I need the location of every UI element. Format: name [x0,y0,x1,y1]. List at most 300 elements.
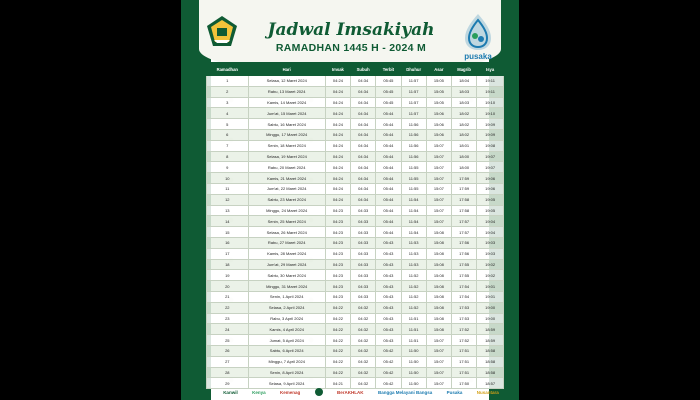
poster-title: Jadwal Imsakiyah [267,20,435,40]
table-cell: Senin, 1 April 2024 [248,291,325,302]
table-row [207,324,504,335]
table-cell: 04:32 [351,302,376,313]
table-cell: 19:10 [477,97,504,108]
table-cell: 15:06 [426,129,451,140]
table-cell: 11:52 [401,302,426,313]
table-cell: 15:07 [426,378,451,389]
table-cell: 19:03 [477,237,504,248]
table-cell: Kamis, 4 April 2024 [248,324,325,335]
table-cell: 19:05 [477,194,504,205]
table-cell: 19:07 [477,151,504,162]
table-row [207,183,504,194]
column-header: Terbit [376,63,401,76]
table-cell: 04:23 [325,205,350,216]
table-cell: 05:44 [376,119,401,130]
table-cell: 04:24 [325,173,350,184]
table-cell: Senin, 8 April 2024 [248,367,325,378]
table-cell: 11:56 [401,119,426,130]
table-cell: 23 [207,313,249,324]
table-cell: Selasa, 12 Maret 2024 [248,76,325,87]
table-cell: 05:42 [376,356,401,367]
table-cell: 15:07 [426,367,451,378]
table-row [207,205,504,216]
table-cell: 05:44 [376,173,401,184]
table-cell: Sabtu, 16 Maret 2024 [248,119,325,130]
table-cell: 05:45 [376,76,401,87]
table-row [207,335,504,346]
column-header: Dhuhur [401,63,426,76]
table-cell: 15:05 [426,97,451,108]
table-cell: 15:06 [426,119,451,130]
table-cell: 15:07 [426,345,451,356]
table-cell: 19:06 [477,183,504,194]
table-cell: 11:52 [401,281,426,292]
table-cell: 18:01 [451,140,476,151]
table-cell: 15:07 [426,173,451,184]
table-cell: 11:56 [401,140,426,151]
table-cell: 11:53 [401,237,426,248]
table-cell: Minggu, 31 Maret 2024 [248,281,325,292]
table-cell: 05:44 [376,108,401,119]
table-cell: 04:33 [351,291,376,302]
table-cell: 18:58 [477,345,504,356]
table-cell: 05:44 [376,216,401,227]
table-cell: 19:00 [477,302,504,313]
table-cell: 04:33 [351,237,376,248]
table-cell: 04:24 [325,162,350,173]
table-cell: 05:44 [376,162,401,173]
table-cell: 11:54 [401,194,426,205]
table-cell: 6 [207,129,249,140]
table-header-row [207,63,504,76]
table-cell: Rabu, 13 Maret 2024 [248,86,325,97]
table-cell: 25 [207,335,249,346]
table-cell: 11:54 [401,227,426,238]
table-cell: 05:44 [376,227,401,238]
footer-logos [216,384,506,400]
table-cell: 5 [207,119,249,130]
table-cell: 17:57 [451,227,476,238]
table-cell: Jum'at, 22 Maret 2024 [248,183,325,194]
table-cell: 04:32 [351,356,376,367]
table-cell: 05:44 [376,205,401,216]
table-cell: 04:24 [325,151,350,162]
table-cell: 19:04 [477,227,504,238]
table-cell: 05:45 [376,97,401,108]
table-cell: 04:24 [325,140,350,151]
table-row [207,76,504,87]
table-cell: 04:32 [351,335,376,346]
table-cell: 17:52 [451,324,476,335]
table-cell: 1 [207,76,249,87]
table-cell: Selasa, 26 Maret 2024 [248,227,325,238]
table-cell: 12 [207,194,249,205]
table-cell: Jumat, 5 April 2024 [248,335,325,346]
table-cell: 15:08 [426,237,451,248]
table-cell: 04:22 [325,324,350,335]
pusaka-logo-icon [463,12,493,52]
table-cell: 05:43 [376,248,401,259]
table-cell: 04:21 [325,378,350,389]
table-cell: 04:32 [351,324,376,335]
table-cell: 04:34 [351,76,376,87]
table-cell: 15:07 [426,183,451,194]
table-cell: Rabu, 3 April 2024 [248,313,325,324]
table-cell: 15:08 [426,313,451,324]
table-cell: 15:08 [426,302,451,313]
table-cell: 15:07 [426,151,451,162]
table-cell: 04:23 [325,216,350,227]
table-cell: 20 [207,281,249,292]
table-cell: 04:23 [325,248,350,259]
table-row [207,140,504,151]
table-row [207,151,504,162]
table-cell: 04:33 [351,281,376,292]
table-cell: 05:45 [376,86,401,97]
table-cell: 17:53 [451,313,476,324]
table-cell: 24 [207,324,249,335]
table-cell: 04:24 [325,108,350,119]
table-cell: 17:59 [451,173,476,184]
table-cell: 04:34 [351,173,376,184]
table-cell: 04:34 [351,183,376,194]
table-cell: 11:51 [401,324,426,335]
table-cell: 15:08 [426,259,451,270]
table-cell: 17:58 [451,194,476,205]
table-cell: 17:59 [451,183,476,194]
table-cell: 17:55 [451,270,476,281]
table-cell: 19:11 [477,86,504,97]
poster-subtitle: RAMADHAN 1445 H - 2024 M [275,42,427,54]
table-cell: 28 [207,367,249,378]
table-cell: 11:55 [401,173,426,184]
table-cell: Sabtu, 6 April 2024 [248,345,325,356]
table-cell: Rabu, 27 Maret 2024 [248,237,325,248]
table-cell: Senin, 25 Maret 2024 [248,216,325,227]
kemenag-logo [205,14,239,48]
table-cell: 2 [207,86,249,97]
table-cell: 05:43 [376,281,401,292]
table-cell: 11:56 [401,151,426,162]
table-cell: 04:34 [351,151,376,162]
table-row [207,108,504,119]
table-cell: 15:05 [426,86,451,97]
table-cell: 18:03 [451,97,476,108]
table-cell: 05:43 [376,324,401,335]
table-cell: 17 [207,248,249,259]
table-cell: 04:22 [325,345,350,356]
table-cell: 27 [207,356,249,367]
column-header: Subuh [351,63,376,76]
table-cell: 05:44 [376,129,401,140]
table-cell: 19:10 [477,108,504,119]
table-cell: 04:22 [325,356,350,367]
table-cell: 11:52 [401,291,426,302]
table-cell: Selasa, 9 April 2024 [248,378,325,389]
table-cell: 17:58 [451,205,476,216]
table-cell: 04:33 [351,259,376,270]
table-cell: 11:54 [401,205,426,216]
table-cell: 17:51 [451,345,476,356]
table-cell: Minggu, 17 Maret 2024 [248,129,325,140]
table-cell: 05:42 [376,367,401,378]
table-cell: Minggu, 24 Maret 2024 [248,205,325,216]
table-cell: 15:07 [426,194,451,205]
table-cell: 19:03 [477,248,504,259]
table-cell: 21 [207,291,249,302]
table-row [207,129,504,140]
table-cell: 11:50 [401,378,426,389]
table-cell: Jum'at, 29 Maret 2024 [248,259,325,270]
table-cell: 4 [207,108,249,119]
table-cell: 04:24 [325,194,350,205]
table-cell: 04:34 [351,194,376,205]
table-cell: 22 [207,302,249,313]
footer-logo: Bangga Melayani Bangsa [377,389,433,395]
table-cell: 18:03 [451,86,476,97]
table-cell: 17:53 [451,302,476,313]
table-cell: 19:02 [477,270,504,281]
table-cell: 04:34 [351,140,376,151]
table-cell: 11:50 [401,345,426,356]
table-cell: 19:11 [477,76,504,87]
table-cell: 13 [207,205,249,216]
table-cell: 17:56 [451,248,476,259]
column-header: Isya [477,63,504,76]
table-cell: 05:42 [376,345,401,356]
table-row [207,281,504,292]
table-cell: Sabtu, 30 Maret 2024 [248,270,325,281]
table-cell: Selasa, 19 Maret 2024 [248,151,325,162]
table-cell: 04:22 [325,302,350,313]
table-cell: 04:24 [325,119,350,130]
table-body [207,76,504,389]
table-cell: 11:55 [401,162,426,173]
table-cell: 11:50 [401,356,426,367]
table-cell: 04:24 [325,86,350,97]
table-cell: 04:24 [325,183,350,194]
table-cell: 05:43 [376,270,401,281]
table-cell: 05:43 [376,291,401,302]
table-cell: 3 [207,97,249,108]
table-cell: 17:56 [451,237,476,248]
table-cell: 19:06 [477,173,504,184]
table-cell: 17:50 [451,378,476,389]
table-cell: 11:52 [401,270,426,281]
table-cell: 05:43 [376,313,401,324]
table-cell: 11:55 [401,183,426,194]
table-cell: 17:51 [451,356,476,367]
table-row [207,259,504,270]
table-cell: 05:43 [376,335,401,346]
table-cell: 15:06 [426,108,451,119]
table-row [207,302,504,313]
table-cell: 04:34 [351,86,376,97]
table-row [207,237,504,248]
table-cell: Kamis, 28 Maret 2024 [248,248,325,259]
table-cell: Rabu, 20 Maret 2024 [248,162,325,173]
table-cell: 04:24 [325,97,350,108]
table-cell: 05:43 [376,237,401,248]
table-cell: 04:23 [325,281,350,292]
table-cell: 14 [207,216,249,227]
table-cell: 17:54 [451,281,476,292]
table-cell: 17:57 [451,216,476,227]
table-cell: 18:58 [477,367,504,378]
footer-emblem-icon [315,388,323,396]
table-cell: 18:59 [477,324,504,335]
table-cell: 18:59 [477,335,504,346]
footer-logo: BerAKHLAK [337,389,364,395]
table-cell: 04:22 [325,367,350,378]
table-row [207,227,504,238]
table-cell: 11:50 [401,367,426,378]
table-row [207,173,504,184]
table-cell: 04:34 [351,97,376,108]
table-row [207,97,504,108]
table-cell: 11:57 [401,76,426,87]
column-header: Imsak [325,63,350,76]
table-cell: 05:43 [376,302,401,313]
table-cell: 19:04 [477,216,504,227]
table-row [207,86,504,97]
table-cell: 15:08 [426,324,451,335]
table-cell: 04:32 [351,378,376,389]
table-cell: 18:02 [451,119,476,130]
table-row [207,194,504,205]
table-cell: 04:32 [351,313,376,324]
table-cell: 04:24 [325,76,350,87]
table-cell: 04:22 [325,313,350,324]
table-cell: 04:32 [351,367,376,378]
table-cell: 7 [207,140,249,151]
table-cell: Sabtu, 23 Maret 2024 [248,194,325,205]
table-cell: 18:02 [451,108,476,119]
table-cell: 05:44 [376,194,401,205]
table-cell: 04:23 [325,291,350,302]
table-cell: 9 [207,162,249,173]
table-cell: Kamis, 21 Maret 2024 [248,173,325,184]
table-row [207,345,504,356]
footer-logo: Pusaka [446,389,463,395]
table-cell: 19:09 [477,129,504,140]
table-cell: 19:05 [477,205,504,216]
table-cell: Selasa, 2 April 2024 [248,302,325,313]
table-cell: 15:07 [426,356,451,367]
footer-logo: Kanwil [223,389,238,395]
table-cell: 11:51 [401,313,426,324]
table-cell: 11:51 [401,335,426,346]
table-cell: 19 [207,270,249,281]
table-cell: 26 [207,345,249,356]
table-cell: 04:34 [351,129,376,140]
table-cell: 18:57 [477,378,504,389]
table-row [207,248,504,259]
table-cell: Senin, 18 Maret 2024 [248,140,325,151]
table-row [207,119,504,130]
table-cell: 17:51 [451,367,476,378]
table-cell: 15:08 [426,281,451,292]
table-cell: 15:07 [426,335,451,346]
table-cell: 19:08 [477,140,504,151]
table-cell: 15:07 [426,205,451,216]
table-cell: 11:57 [401,97,426,108]
table-cell: 05:44 [376,151,401,162]
table-cell: 04:33 [351,227,376,238]
table-cell: 8 [207,151,249,162]
table-cell: 16 [207,237,249,248]
table-cell: 17:55 [451,259,476,270]
table-cell: 04:33 [351,248,376,259]
pusaka-brand: pusaka [464,52,492,61]
table-cell: 15 [207,227,249,238]
table-cell: Kamis, 14 Maret 2024 [248,97,325,108]
table-cell: 11:53 [401,259,426,270]
footer-logo: Kenya [252,389,266,395]
table-cell: 15:08 [426,248,451,259]
table-cell: 29 [207,378,249,389]
table-cell: 15:07 [426,162,451,173]
table-cell: 19:09 [477,119,504,130]
table-cell: 19:01 [477,281,504,292]
table-cell: Minggu, 7 April 2024 [248,356,325,367]
table-cell: 11:54 [401,216,426,227]
table-cell: 04:22 [325,335,350,346]
table-cell: 04:23 [325,259,350,270]
table-cell: 19:00 [477,313,504,324]
table-row [207,313,504,324]
table-cell: 17:52 [451,335,476,346]
table-cell: 11:56 [401,129,426,140]
imsakiyah-table [206,62,504,389]
table-cell: 15:07 [426,140,451,151]
table-cell: 04:23 [325,237,350,248]
table-cell: 19:07 [477,162,504,173]
table-cell: 04:23 [325,227,350,238]
table-cell: 04:34 [351,119,376,130]
column-header: Ramadhan [207,63,249,76]
table-cell: 11:57 [401,86,426,97]
table-cell: 18:00 [451,151,476,162]
column-header: Magrib [451,63,476,76]
table-cell: 15:05 [426,76,451,87]
table-cell: 05:43 [376,259,401,270]
table-cell: 18:58 [477,356,504,367]
table-cell: 15:07 [426,216,451,227]
table-cell: 11:57 [401,108,426,119]
table-cell: 04:34 [351,162,376,173]
table-cell: 04:33 [351,205,376,216]
table-cell: 04:33 [351,270,376,281]
table-cell: 17:54 [451,291,476,302]
table-row [207,216,504,227]
table-cell: 10 [207,173,249,184]
footer-logo: Kemenag [280,389,301,395]
table-cell: 19:02 [477,259,504,270]
table-row [207,270,504,281]
table-cell: 11 [207,183,249,194]
table-cell: 15:08 [426,270,451,281]
table-cell: 04:33 [351,216,376,227]
table-cell: 04:32 [351,345,376,356]
table-cell: 18:04 [451,76,476,87]
table-cell: 05:42 [376,378,401,389]
table-cell: 04:34 [351,108,376,119]
table-cell: 04:24 [325,129,350,140]
table-cell: 19:01 [477,291,504,302]
table-row [207,162,504,173]
table-cell: 18:00 [451,162,476,173]
